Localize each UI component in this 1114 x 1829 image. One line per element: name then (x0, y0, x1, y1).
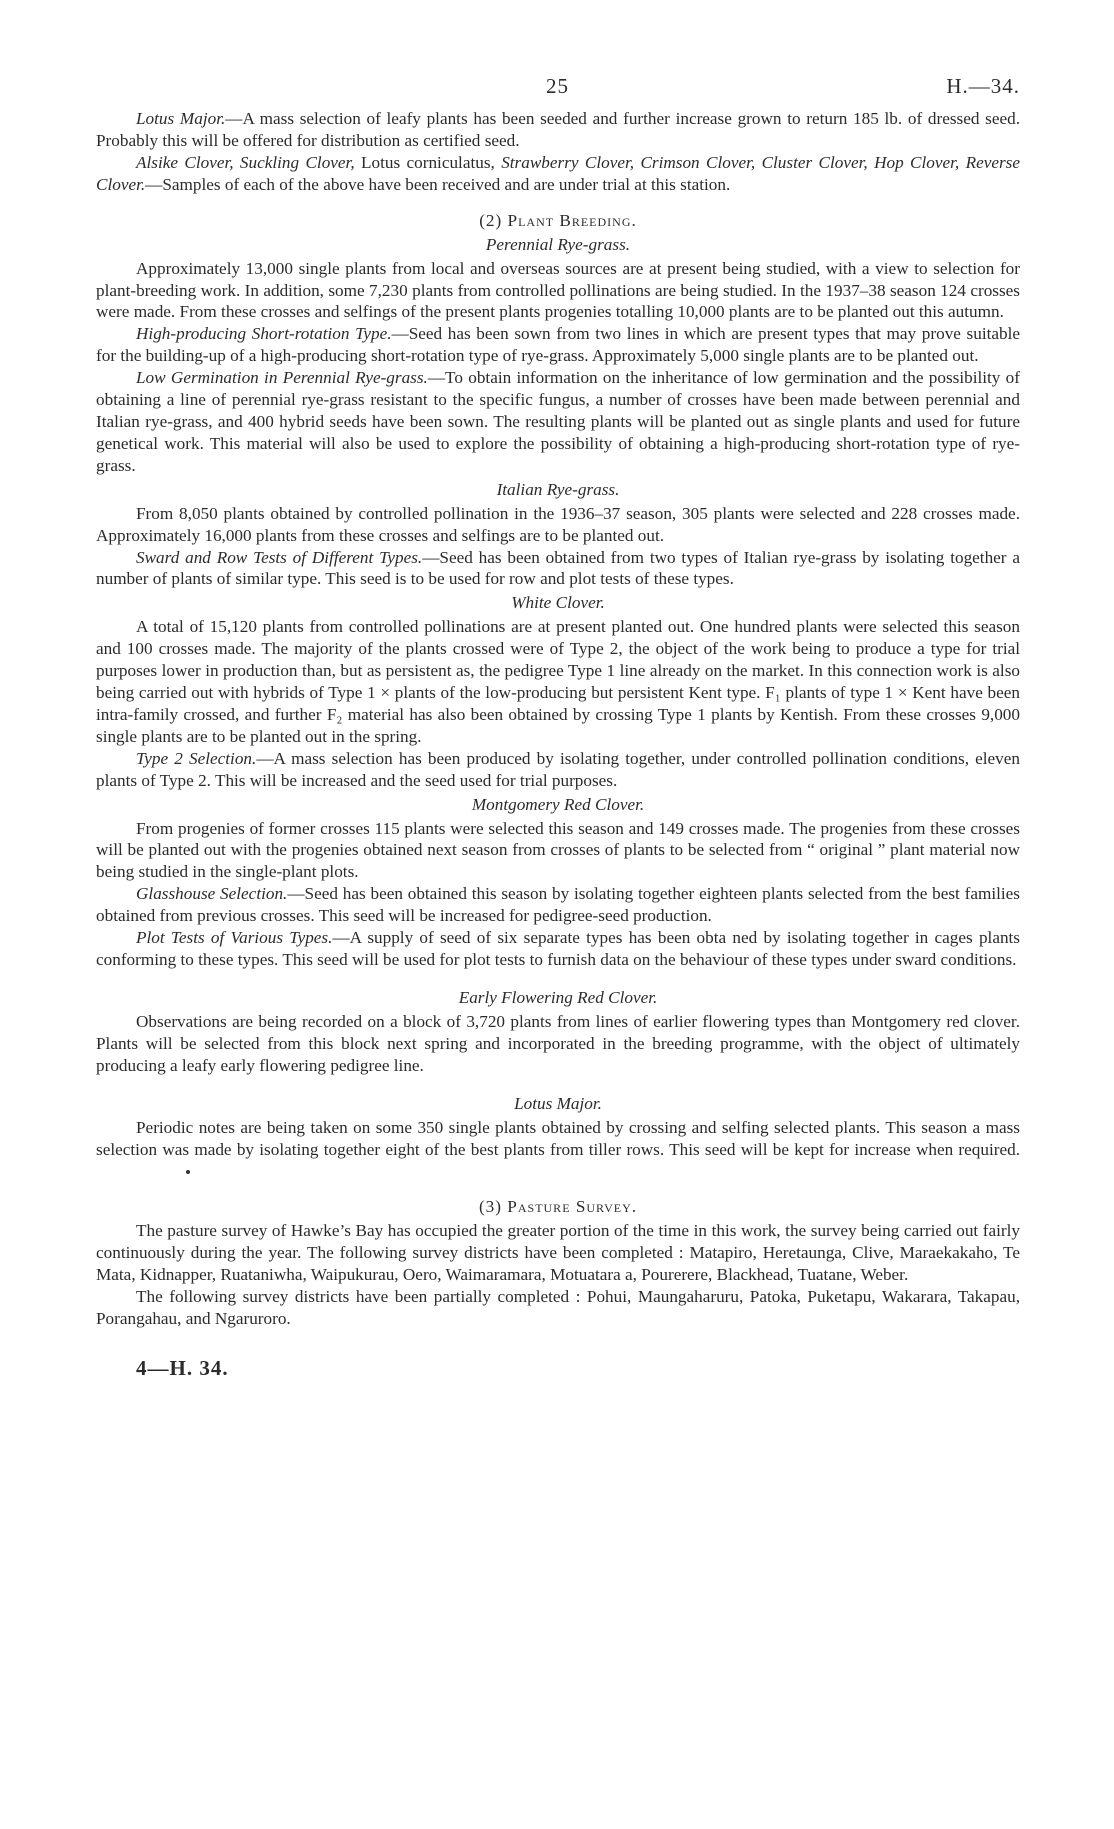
paragraph-title-continued: Strawberry Clover, Crimson Clover, Cluster Clover, Hop Clover, Reverse Clover. (96, 152, 1020, 194)
paragraph-title: Type 2 Selection. (136, 748, 257, 768)
subheading-perennial-rye-grass: Perennial Rye-grass. (485, 234, 631, 254)
paragraph-text: —A mass selection of leafy plants has been seeded and further increase grown to return 185 lb. of dressed seed. Probably this will be offered for distribution as certified seed. (96, 109, 1020, 150)
paragraph-glasshouse-selection (96, 883, 1020, 927)
paragraph-title: Lotus Major. (136, 109, 226, 128)
paragraph-early-flowering: Observations are being recorded on a block of 3,720 plants from lines of earlier flowering types than Montgomery red clover. Plants will be selected from this block next spring and incorporated in the breeding programme, with the object of ultimately producing a leafy early flowering pedigree line. (96, 1011, 1020, 1075)
subheading-lotus-major: Lotus Major. (514, 1093, 602, 1113)
subheading-white-clover: White Clover. (511, 593, 605, 613)
paragraph-italian-rye-grass: From 8,050 plants obtained by controlled pollination in the 1936–37 season, 305 plants were selected and 228 crosses made. Approximately 16,000 plants from these crosses and selfings are to be planted out. (96, 503, 1020, 545)
page-header (96, 74, 1020, 108)
section-heading-pasture-survey: (3) Pasture Survey. (478, 1197, 638, 1217)
paragraph-sward-row-tests (96, 547, 1020, 591)
paragraph-white-clover: A total of 15,120 plants from controlled pollinations are at present planted out. One hundred plants were selected this season and 100 crosses made. The majority of the plants crossed were of Type 2, the object of the work being to produce a type for trial purposes lower in production than, but as persistent as, the pedigree Type 1 line already on the market. In this connection work is also being carried out with hybrids of Type 1 × plants of the low-producing but persistent Kent type. F₁ plants of type 1 × Kent have been intra-family crossed, and further F₂ material has also been obtained by crossing Type 1 plants by Kentish. From these crosses 9,000 single plants are to be planted out in the spring. (96, 617, 1020, 746)
paragraph-title: High-producing Short-rotation Type. (136, 324, 392, 344)
paragraph-text: —Samples of each of the above have been received and are under trial at this station. (145, 174, 731, 194)
subheading-early-flowering-red-clover: Early Flowering Red Clover. (458, 987, 658, 1007)
paragraph-title: Plot Tests of Various Types. (136, 928, 333, 948)
paragraph-text: —Seed has been sown from two lines in which are present types that may prove suitable for the building-up of a high-producing short-rotation type of rye-grass. Approximately 5,000 single plants are to be planted out. (96, 324, 1020, 366)
paragraph-lotus-major (96, 1117, 1020, 1183)
paragraph-montgomery-red-clover: From progenies of former crosses 115 plants were selected this season and 149 crosses made. The progenies from these crosses will be planted out with the progenies obtained next season from crosses of plants to be selected from “ original ” plant material now being studied in the single-plant plots. (96, 818, 1020, 882)
signature-mark: 4—H. 34. (136, 1355, 229, 1380)
subheading-italian-rye-grass: Italian Rye-grass. (496, 479, 620, 499)
paragraph-text: —Seed has been obtained from two types of Italian rye-grass by isolating together a number of plants of similar type. This seed is to be used for row and plot tests of these types. (96, 547, 1020, 589)
subheading-montgomery-red-clover: Montgomery Red Clover. (471, 794, 645, 814)
paragraph-text: —To obtain information on the inheritance of low germination and the possibility of obtaining a line of perennial rye-grass resistant to the specific fungus, a number of crosses have been made between perennial and Italian rye-grass, and 400 hybrid seeds have been sown. The resulting plants will be planted out as single plants and used for future genetical work. This material will also be used to explore the possibility of obtaining a high-producing short-rotation type of rye-grass. (96, 368, 1020, 475)
paragraph-lotus-major-intro (96, 108, 1020, 152)
paragraph-text: —Seed has been obtained this season by isolating together eighteen plants selected from the best families obtained from previous crosses. This seed will be increased for pedigree-seed production. (96, 884, 1020, 926)
paragraph-short-rotation (96, 323, 1020, 367)
stray-dot-mark (186, 1170, 190, 1174)
document-page (96, 74, 1020, 1381)
paragraph-text: —A supply of seed of six separate types has been obta ned by isolating together in cages plants conforming to these types. This seed will be used for plot tests to furnish data on the behaviour of these types under sward conditions. (96, 928, 1020, 969)
page-number: 25 (546, 74, 569, 98)
paragraph-pasture-survey-partial: The following survey districts have been partially completed : Pohui, Maungaharuru, Patoka, Puketapu, Wakarara, Takapau, Porangahau, and Ngaruroro. (96, 1287, 1020, 1328)
paragraph-low-germination (96, 367, 1020, 477)
paragraph-perennial-rye-grass: Approximately 13,000 single plants from local and overseas sources are at present being studied, with a view to selection for plant-breeding work. In addition, some 7,230 plants from controlled pollinations are being studied. In the 1937–38 season 124 crosses were made. From these crosses and selfings of the present plants progenies totalling 10,000 plants are to be planted out this autumn. (96, 258, 1020, 322)
paragraph-title: Alsike Clover, Suckling Clover, (136, 152, 355, 172)
paragraph-title: Sward and Row Tests of Different Types. (136, 547, 423, 567)
paragraph-text: Lotus corniculatus, (354, 152, 502, 172)
section-heading-plant-breeding: (2) Plant Breeding. (479, 210, 637, 230)
paragraph-text: Periodic notes are being taken on some 350 single plants obtained by crossing and selfing selected plants. This season a mass selection was made by isolating together eight of the best plants from tiller rows. This seed will be kept for increase when required. (96, 1117, 1020, 1159)
paragraph-plot-tests (96, 927, 1020, 971)
paragraph-title: Glasshouse Selection. (136, 884, 288, 904)
paragraph-type-2-selection (96, 748, 1020, 792)
paragraph-title: Low Germination in Perennial Rye-grass. (136, 368, 428, 388)
document-reference: H.—34. (946, 74, 1020, 98)
paragraph-pasture-survey-completed: The pasture survey of Hawke’s Bay has occupied the greater portion of the time in this work, the survey being carried out fairly continuously during the year. The following survey districts have been completed : Matapiro, Heretaunga, Clive, Maraekakaho, Te Mata, Kidnapper, Ruataniwha, Waipukurau, Oero, Waimaramara, Motuatara a, Pourerere, Blackhead, Tuatane, Weber. (96, 1221, 1020, 1285)
paragraph-text: —A mass selection has been produced by isolating together, under controlled pollination conditions, eleven plants of Type 2. This will be increased and the seed used for trial purposes. (96, 748, 1020, 790)
paragraph-clover-samples (96, 152, 1020, 196)
